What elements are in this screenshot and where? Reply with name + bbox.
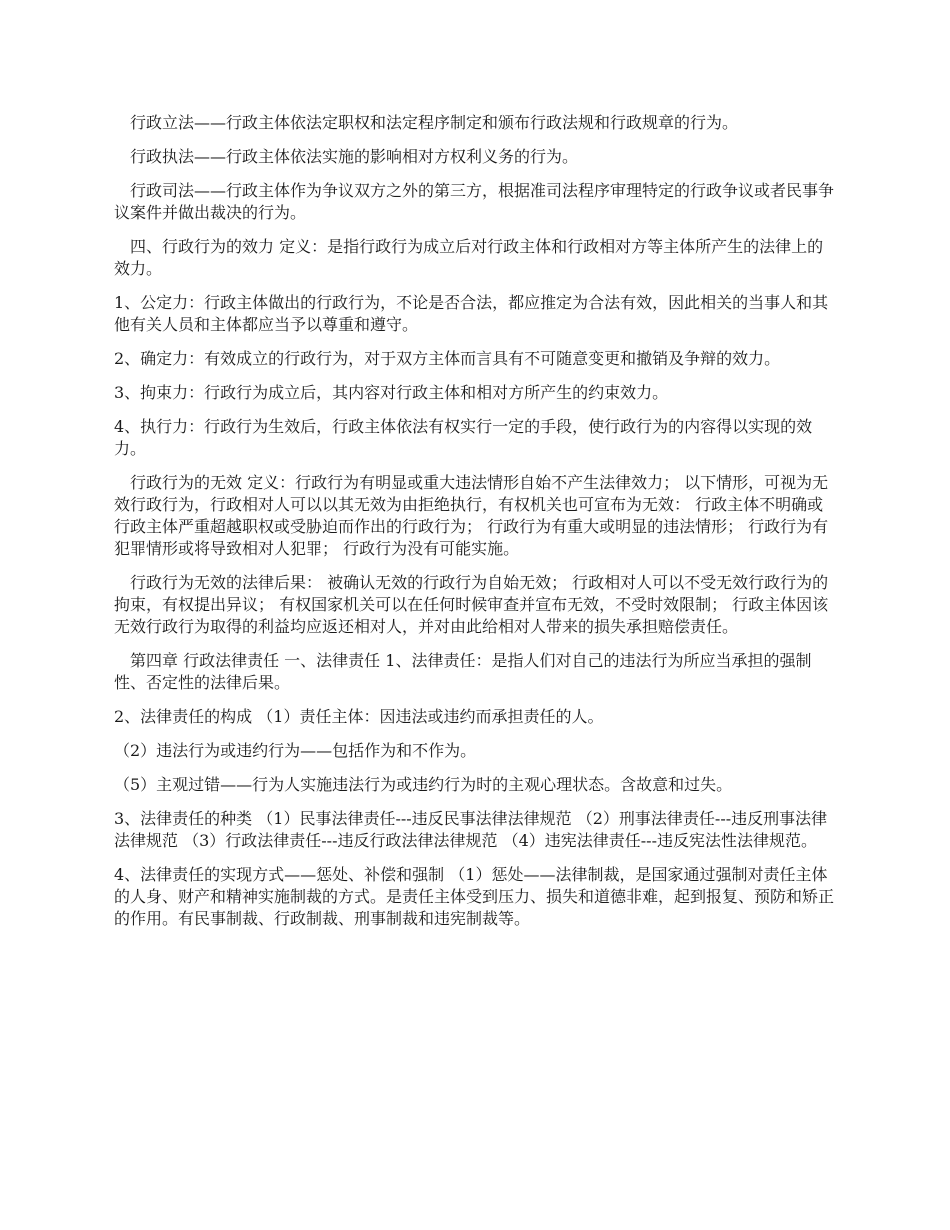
paragraph-public-determination: 1、公定力：行政主体做出的行政行为，不论是否合法，都应推定为合法有效，因此相关的当事人和其他有关人员和主体都应当予以尊重和遵守。 xyxy=(114,293,829,334)
paragraph-executive-force: 4、执行力：行政行为生效后，行政主体依法有权实行一定的手段，使行政行为的内容得以实现的效力。 xyxy=(114,417,813,458)
paragraph-administrative-enforcement: 行政执法——行政主体依法实施的影响相对方权利义务的行为。 xyxy=(114,147,579,166)
paragraph-invalid-act: 行政行为的无效 定义：行政行为有明显或重大违法情形自始不产生法律效力； 以下情形，可视为无效行政行为，行政相对人可以以其无效为由拒绝执行，有权机关也可宣布为无效： 行政主体不明确或行政主体严重超越职权或受胁迫而作出的行政行为； 行政行为有重大或明显的违法情形； 行政行为有犯罪情形或将导致相对人犯罪； 行政行为没有可能实施。 xyxy=(114,473,829,558)
paragraph-subjective-fault: （5）主观过错——行为人实施违法行为或违约行为时的主观心理状态。含故意和过失。 xyxy=(114,775,733,794)
paragraph-liability-composition: 2、法律责任的构成 （1）责任主体：因违法或违约而承担责任的人。 xyxy=(114,707,604,726)
paragraph-chapter-four: 第四章 行政法律责任 一、法律责任 1、法律责任：是指人们对自己的违法行为所应当承担的强制性、否定性的法律后果。 xyxy=(114,651,812,692)
paragraph-administrative-judiciary: 行政司法——行政主体作为争议双方之外的第三方，根据准司法程序审理特定的行政争议或者民事争议案件并做出裁决的行为。 xyxy=(114,181,835,222)
paragraph-administrative-legislation: 行政立法——行政主体依法定职权和法定程序制定和颁布行政法规和行政规章的行为。 xyxy=(114,113,739,132)
paragraph-invalid-consequences: 行政行为无效的法律后果： 被确认无效的行政行为自始无效； 行政相对人可以不受无效行政行为的拘束，有权提出异议； 有权国家机关可以在任何时候审查并宣布无效，不受时效限制； 行政主体因该无效行政行为取得的利益均应返还相对人，并对由此给相对人带来的损失承担赔偿责任。 xyxy=(114,573,829,636)
paragraph-determinative-force: 2、确定力：有效成立的行政行为，对于双方主体而言具有不可随意变更和撤销及争辩的效力。 xyxy=(114,349,781,368)
paragraph-binding-force: 3、拘束力：行政行为成立后，其内容对行政主体和相对方所产生的约束效力。 xyxy=(114,383,669,402)
document-body xyxy=(114,112,834,942)
paragraph-effect-definition: 四、行政行为的效力 定义：是指行政行为成立后对行政主体和行政相对方等主体所产生的法律上的效力。 xyxy=(114,237,824,278)
paragraph-liability-realization: 4、法律责任的实现方式——惩处、补偿和强制 （1）惩处——法律制裁，是国家通过强制对责任主体的人身、财产和精神实施制裁的方式。是责任主体受到压力、损失和道德非难，起到报复、预防和矫正的作用。有民事制裁、行政制裁、刑事制裁和违宪制裁等。 xyxy=(114,865,835,928)
paragraph-liability-types: 3、法律责任的种类 （1）民事法律责任---违反民事法律法律规范 （2）刑事法律责任---违反刑事法律法律规范 （3）行政法律责任---违反行政法律法律规范 （4）违宪法律责任---违反宪法性法律规范。 xyxy=(114,809,828,850)
paragraph-illegal-act: （2）违法行为或违约行为——包括作为和不作为。 xyxy=(114,741,477,760)
